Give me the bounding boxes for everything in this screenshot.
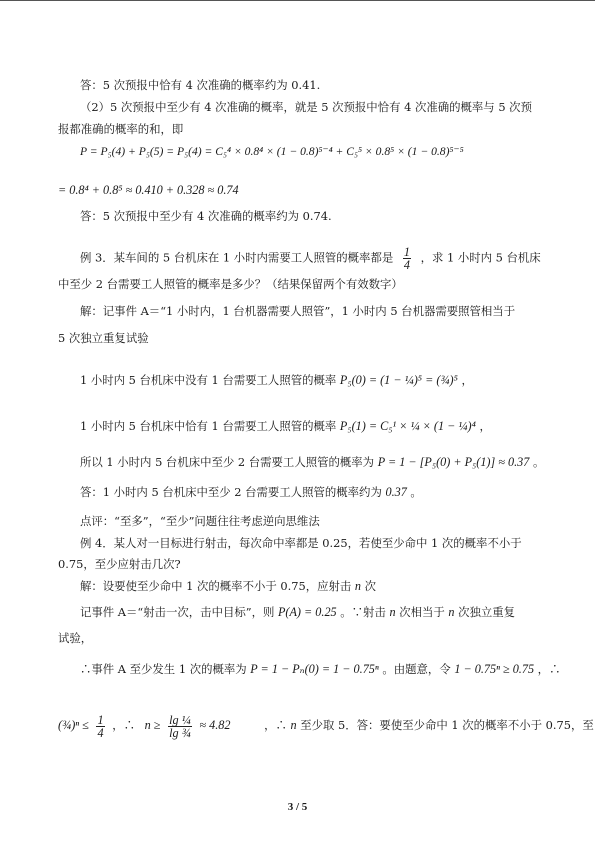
answer-line-4: 答：5 次预报中至少有 4 次准确的概率约为 0.74. (80, 209, 332, 223)
example-3-line-1 (80, 246, 541, 271)
log-fraction (168, 714, 192, 739)
formula-pn: P = 1 − Pₙ(0) = 1 − 0.75ⁿ (250, 662, 379, 676)
prob-two-text: 所以 1 小时内 5 台机床中至少 2 台需要工人照管的概率为 (80, 455, 375, 469)
example-3-line-2: 中至少 2 台需要工人照管的概率是多少？（结果保留两个有效数字） (58, 277, 403, 291)
answer-text: 答：1 小时内 5 台机床中至少 2 台需要工人照管的概率约为 (80, 485, 382, 499)
solution-line-2: 5 次独立重复试验 (58, 331, 149, 345)
final-derivation-line (58, 700, 594, 750)
comma: ， (461, 373, 473, 387)
event-text-b: 。∵射击 (340, 605, 386, 619)
event-line (80, 604, 515, 620)
prob-one-line (80, 418, 491, 434)
event-text-c: 次相当于 (399, 605, 445, 619)
at-least-once-text: ∴事件 A 至少发生 1 次的概率为 (80, 662, 247, 676)
formula-p5-0: P₅(0) = (1 − ¼)⁵ = (¾)⁵ (339, 373, 458, 387)
condition-text: 。由题意，令 (382, 662, 451, 676)
frac-den: 4 (403, 258, 410, 272)
therefore: ，∴ (112, 718, 135, 732)
para-line-3: 报都准确的概率的和，即 (58, 122, 184, 136)
at-least-once-line (80, 661, 560, 677)
answer-value: 0.37 (385, 485, 407, 499)
log-num: lg ¼ (169, 712, 191, 727)
prob-none-line (80, 372, 473, 388)
prob-at-least-two-line (80, 454, 544, 470)
example-4-line-1: 例 4．某人对一目标进行射击，每次命中率都是 0.25，若使至少命中 1 次的概率不小于 (80, 536, 522, 550)
answer-line-1: 答：5 次预报中恰有 4 次准确的概率约为 0.41. (80, 78, 321, 92)
fraction-one-quarter-2 (96, 714, 104, 739)
log-result: ≈ 4.82 (199, 718, 231, 732)
prob-one-text: 1 小时内 5 台机床中恰有 1 台需要工人照管的概率 (80, 419, 337, 433)
var-n: n (448, 605, 455, 619)
solution-4-line-1 (80, 578, 376, 594)
example-3-text-b: ，求 1 小时内 5 台机床 (420, 250, 541, 265)
frac-num: 1 (403, 245, 410, 259)
formula-2: = 0.8⁴ + 0.8⁵ ≈ 0.410 + 0.328 ≈ 0.74 (58, 183, 239, 197)
period: 。 (532, 455, 545, 469)
solution-line-1: 解：记事件 A＝“1 小时内，1 台机器需要人照管”，1 小时内 5 台机器需要照管相当于 (80, 304, 516, 318)
final-answer-text: 至少取 5．答：要使至少命中 1 次的概率不小于 0.75，至 (300, 718, 594, 732)
example-4-line-2: 0.75，至少应射击几次? (58, 557, 181, 571)
para-line-2: （2）5 次预报中至少有 4 次准确的概率，就是 5 次预报中恰有 4 次准确的概率与 5 次预 (80, 100, 532, 114)
formula-inequality: 1 − 0.75ⁿ ≥ 0.75 (454, 662, 535, 676)
solution-4-text: 解：设要使至少命中 1 次的概率不小于 0.75，应射击 (80, 579, 352, 593)
formula-p-total: P = 1 − [P₅(0) + P₅(1)] ≈ 0.37 (377, 455, 530, 469)
formula-p5-1: P₅(1) = C₅¹ × ¼ × (1 − ¼)⁴ (339, 419, 476, 433)
answer-example-3 (80, 484, 422, 500)
event-text-d: 次独立重复 (458, 605, 516, 619)
period: 。 (410, 485, 422, 499)
trial-line: 试验， (58, 631, 93, 645)
solution-4-tail: 次 (364, 579, 377, 593)
top-rule (0, 0, 595, 1)
therefore: ，∴ (264, 718, 287, 732)
formula-pa: P(A) = 0.25 (277, 605, 337, 619)
var-n: n (290, 718, 297, 732)
var-n: n (389, 605, 396, 619)
comment-line: 点评：“至多”，“至少”问题往往考虑逆向思维法 (80, 514, 320, 528)
log-den: lg ¾ (169, 725, 191, 740)
therefore: ，∴ (537, 662, 561, 676)
comma: ， (479, 419, 491, 433)
example-3-text-a: 例 3．某车间的 5 台机床在 1 小时内需要工人照管的概率都是 (80, 250, 394, 265)
n-geq: n ≥ (144, 718, 161, 732)
prob-none-text: 1 小时内 5 台机床中没有 1 台需要工人照管的概率 (80, 373, 337, 387)
page-number: 3 / 5 (287, 801, 308, 813)
var-n: n (354, 579, 362, 593)
frac-den: 4 (97, 725, 104, 740)
event-text: 记事件 A＝“射击一次，击中目标”，则 (80, 605, 275, 619)
frac-num: 1 (97, 712, 104, 727)
fraction-one-quarter (403, 246, 411, 271)
formula-power-ineq: (¾)ⁿ ≤ (58, 718, 89, 732)
formula-1: P = P₅(4) + P₅(5) = P₅(4) = C₅⁴ × 0.8⁴ × (1 − 0.8)⁵⁻⁴ + C₅⁵ × 0.8⁵ × (1 − 0.8)⁵⁻⁵ (80, 145, 464, 158)
